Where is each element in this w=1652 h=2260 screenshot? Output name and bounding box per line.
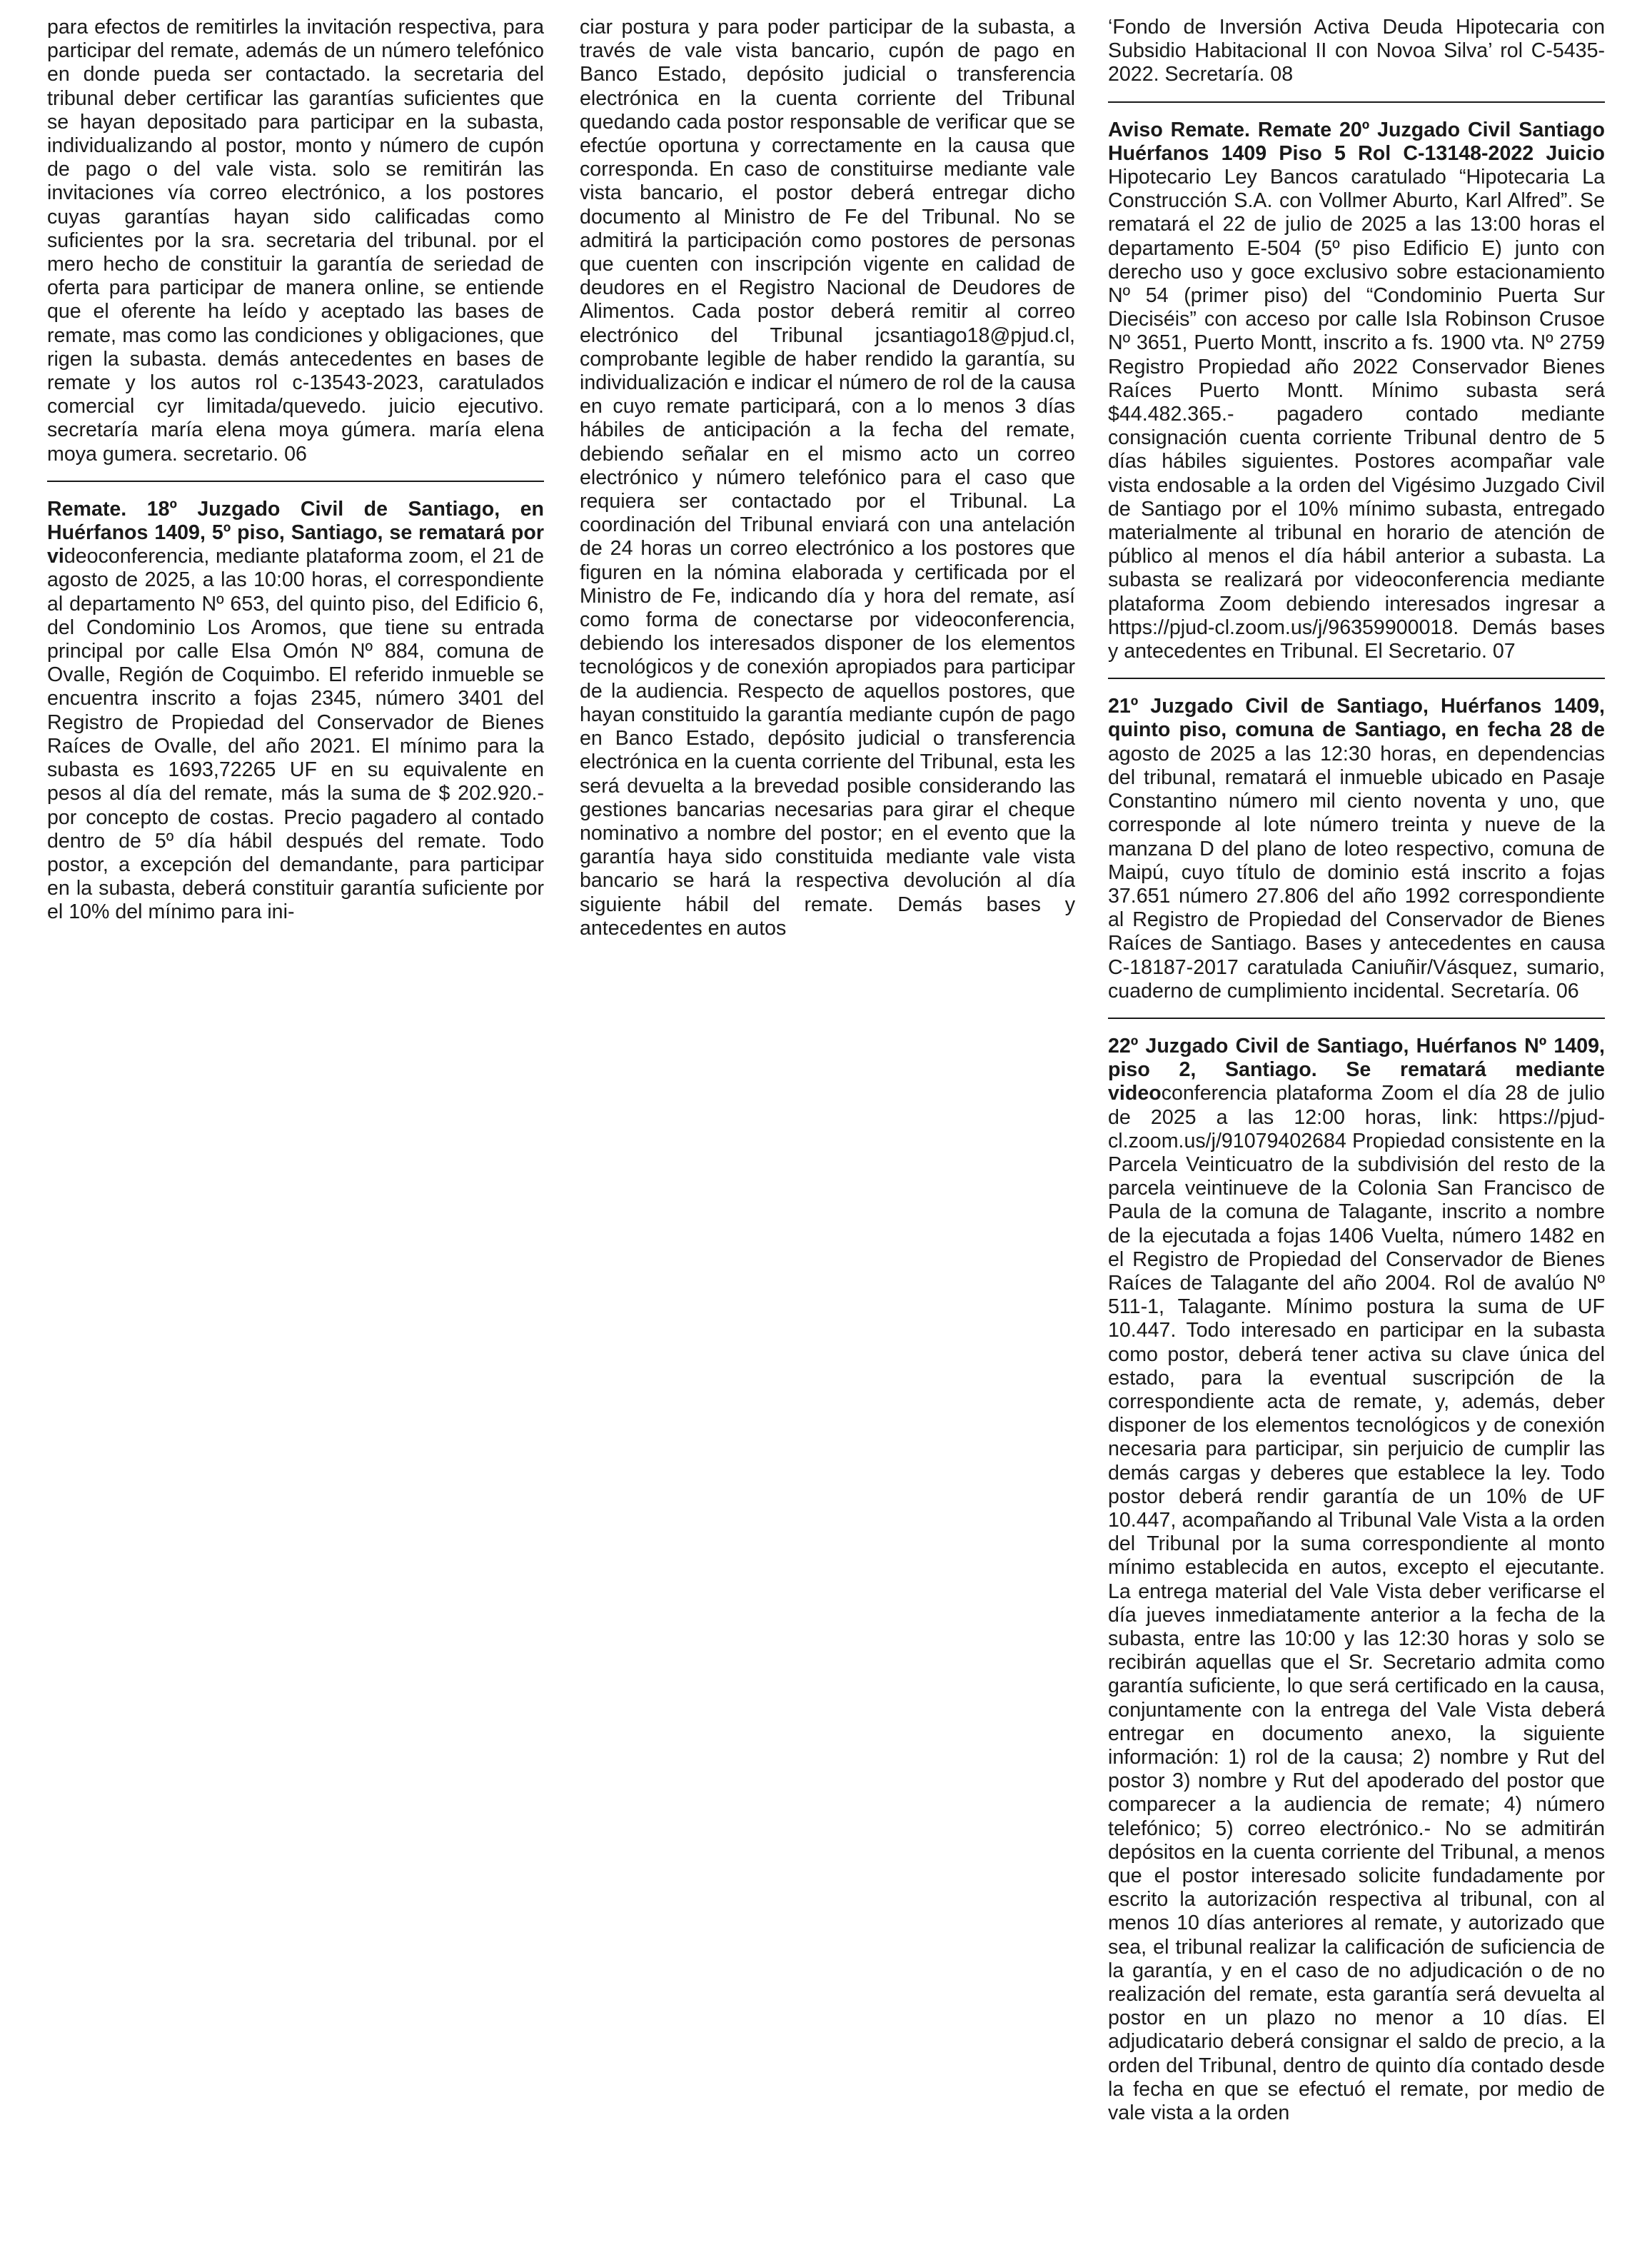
notice-divider [1108,1018,1605,1019]
notice-body: ‘Fondo de Inversión Activa Deuda Hipotecaria con Subsidio Habitacional II con Novoa Silva’ rol C-5435-2022. Secretaría. 08 [1108,16,1605,86]
column-3 [1108,16,1605,2125]
notice-remate-21-juzgado [1108,695,1605,1003]
notice-lead: Aviso Remate. Remate 20º Juzgado Civil Santiago Huérfanos 1409 Piso 5 Rol C-13148-2022 Juicio [1108,118,1605,165]
notice-body: deoconferencia, mediante plataforma zoom, el 21 de agosto de 2025, a las 10:00 horas, el correspondiente al departamento Nº 653, del quinto piso, del Edificio 6, del Condominio Los Aromos, que tiene su entrada principal por calle Elsa Omón Nº 884, comuna de Ovalle, Región de Coquimbo. El referido inmueble se encuentra inscrito a fojas 2345, número 3401 del Registro de Propiedad del Conservador de Bienes Raíces de Ovalle, del año 2021. El mínimo para la subasta es 1693,72265 UF en su equivalente en pesos al día del remate, más la suma de $ 202.920.- por concepto de costas. Precio pagadero al contado dentro de 5º día hábil después del remate. Todo postor, a excepción del demandante, para participar en la subasta, deberá constituir garantía suficiente por el 10% del mínimo para ini- [47,545,544,924]
notice-lead: Remate. 18º Juzgado Civil de Santiago, en Huérfanos 1409, 5º piso, Santiago, se rematará por vi [47,497,544,568]
notice-remate-18-juzgado [47,498,544,925]
column-2 [580,16,1075,940]
notice-body: Hipotecario Ley Bancos caratulado “Hipotecaria La Construcción S.A. con Vollmer Aburto, Karl Alfred”. Se rematará el 22 de julio de 2025 a las 13:00 horas el departamento E-504 (5º piso Edificio E) junto con derecho uso y goce exclusivo sobre estacionamiento Nº 54 (primer piso) del “Condominio Puerta Sur Dieciséis” con acceso por calle Isla Robinson Crusoe Nº 3651, Puerto Montt, inscrito a fs. 1900 vta. Nº 2759 Registro Propiedad año 2022 Conservador Bienes Raíces Puerto Montt. Mínimo subasta será $44.482.365.- pagadero contado mediante consignación cuenta corriente Tribunal dentro de 5 días hábiles siguientes. Postores acompañar vale vista endosable a la orden del Vigésimo Juzgado Civil de Santiago por el 10% mínimo subasta, entregado materialmente al tribunal en horario de atención de público al menos el día hábil anterior a subasta. La subasta se realizará por videoconferencia mediante plataforma Zoom debiendo interesados ingresar a https://pjud-cl.zoom.us/j/96359900018. Demás bases y antecedentes en Tribunal. El Secretario. 07 [1108,166,1605,663]
notice-continuation [1108,16,1605,87]
notice-remate-20-juzgado [1108,119,1605,664]
notice-divider [1108,678,1605,679]
column-1 [47,16,544,925]
notice-body: agosto de 2025 a las 12:30 horas, en dependencias del tribunal, rematará el inmueble ubicado en Pasaje Constantino número mil ciento noventa y uno, que corresponde al lote número treinta y nueve de la manzana D del plano de loteo respectivo, comuna de Maipú, cuyo título de dominio está inscrito a fojas 37.651 número 27.806 del año 1992 correspondiente al Registro de Propiedad del Conservador de Bienes Raíces de Santiago. Bases y antecedentes en causa C-18187-2017 caratulada Caniuñir/Vásquez, sumario, cuaderno de cumplimiento incidental. Secretaría. 06 [1108,742,1605,1003]
notice-remate-22-juzgado [1108,1035,1605,2125]
notice-continuation [47,16,544,466]
notice-body: para efectos de remitirles la invitación respectiva, para participar del remate, además de un número telefónico en donde pueda ser contactado. la secretaria del tribunal deber certificar las garantías suficientes que se hayan depositado para participar en la subasta, individualizando al postor, monto y número de cupón de pago o del vale vista. solo se remitirán las invitaciones vía correo electrónico, a los postores cuyas garantías hayan sido calificadas como suficientes por la sra. secretaria del tribunal. por el mero hecho de constituir la garantía de seriedad de oferta para participar de manera online, se entiende que el oferente ha leído y aceptado las bases de remate, mas como las condiciones y obligaciones, que rigen la subasta. demás antecedentes en bases de remate y los autos rol c-13543-2023, caratulados comercial cyr limitada/quevedo. juicio ejecutivo. secretaría maría elena moya gúmera. maría elena moya gumera. secretario. 06 [47,16,544,466]
notice-lead: 22º Juzgado Civil de Santiago, Huérfanos Nº 1409, piso 2, Santiago. Se rematará mediante video [1108,1034,1605,1105]
notice-body: ciar postura y para poder participar de la subasta, a través de vale vista bancario, cupón de pago en Banco Estado, depósito judicial o transferencia electrónica en la cuenta corriente del Tribunal quedando cada postor responsable de verificar que se efectúe oportuna y correctamente en la causa que corresponda. En caso de constituirse mediante vale vista bancario, el postor deberá entregar dicho documento al Ministro de Fe del Tribunal. No se admitirá la participación como postores de personas que cuenten con inscripción vigente en calidad de deudores en el Registro Nacional de Deudores de Alimentos. Cada postor deberá remitir al correo electrónico del Tribunal jcsantiago18@pjud.cl, comprobante legible de haber rendido la garantía, su individualización e indicar el número de rol de la causa en cuyo remate participará, con a lo menos 3 días hábiles de anticipación a la fecha del remate, debiendo señalar en el mismo acto un correo electrónico y número telefónico para el caso que requiera ser contactado por el Tribunal. La coordinación del Tribunal enviará con una antelación de 24 horas un correo electrónico a los postores que figuren en la nómina elaborada y certificada por el Ministro de Fe, indicando día y hora del remate, así como forma de conectarse por videoconferencia, debiendo los interesados disponer de los elementos tecnológicos y de conexión apropiados para participar de la audiencia. Respecto de aquellos postores, que hayan constituido la garantía mediante cupón de pago en Banco Estado, depósito judicial o transferencia electrónica en la cuenta corriente del Tribunal, esta les será devuelta a la brevedad posible considerando las gestiones bancarias necesarias para girar el cheque nominativo a nombre del postor; en el evento que la garantía haya sido constituida mediante vale vista bancario se hará la respectiva devolución al día siguiente hábil del remate. Demás bases y antecedentes en autos [580,16,1075,940]
notice-lead: 21º Juzgado Civil de Santiago, Huérfanos 1409, quinto piso, comuna de Santiago, en fecha 28 de [1108,695,1605,742]
notice-divider [47,481,544,482]
notice-continuation [580,16,1075,940]
notice-divider [1108,101,1605,103]
notice-body: conferencia plataforma Zoom el día 28 de julio de 2025 a las 12:00 horas, link: https://pjud-cl.zoom.us/j/91079402684 Propiedad consistente en la Parcela Veinticuatro de la subdivisión del resto de la parcela veintinueve de la Colonia San Francisco de Paula de la comuna de Talagante, inscrito a nombre de la ejecutada a fojas 1406 Vuelta, número 1482 en el Registro de Propiedad del Conservador de Bienes Raíces de Talagante del año 2004. Rol de avalúo Nº 511-1, Talagante. Mínimo postura la suma de UF 10.447. Todo interesado en participar en la subasta como postor, deberá tener activa su clave única del estado, para la eventual suscripción de la correspondiente acta de remate, y, además, deber disponer de los elementos tecnológicos y de conexión necesaria para participar, sin perjuicio de cumplir las demás cargas y deberes que establece la ley. Todo postor deberá rendir garantía de un 10% de UF 10.447, acompañando al Tribunal Vale Vista a la orden del Tribunal por la suma correspondiente al monto mínimo establecida en autos, excepto el ejecutante. La entrega material del Vale Vista deber verificarse el día jueves inmediatamente anterior a la fecha de la subasta, entre las 10:00 y las 12:30 horas y solo se recibirán aquellas que el Sr. Secretario admita como garantía suficiente, lo que será certificado en la causa, conjuntamente con la entrega del Vale Vista deberá entregar en documento anexo, la siguiente información: 1) rol de la causa; 2) nombre y Rut del postor 3) nombre y Rut del apoderado del postor que comparecer a la audiencia de remate; 4) número telefónico; 5) correo electrónico.- No se admitirán depósitos en la cuenta corriente del Tribunal, a menos que el postor interesado solicite fundadamente por escrito la autorización respectiva al tribunal, con al menos 10 días anteriores al remate, y autorizado que sea, el tribunal realizar la calificación de suficiencia de la garantía, y en el caso de no adjudicación o de no realización del remate, esta garantía será devuelta al postor en un plazo no menor a 10 días. El adjudicatario deberá consignar el saldo de precio, a la orden del Tribunal, dentro de quinto día contado desde la fecha en que se efectuó el remate, por medio de vale vista a la orden [1108,1082,1605,2125]
